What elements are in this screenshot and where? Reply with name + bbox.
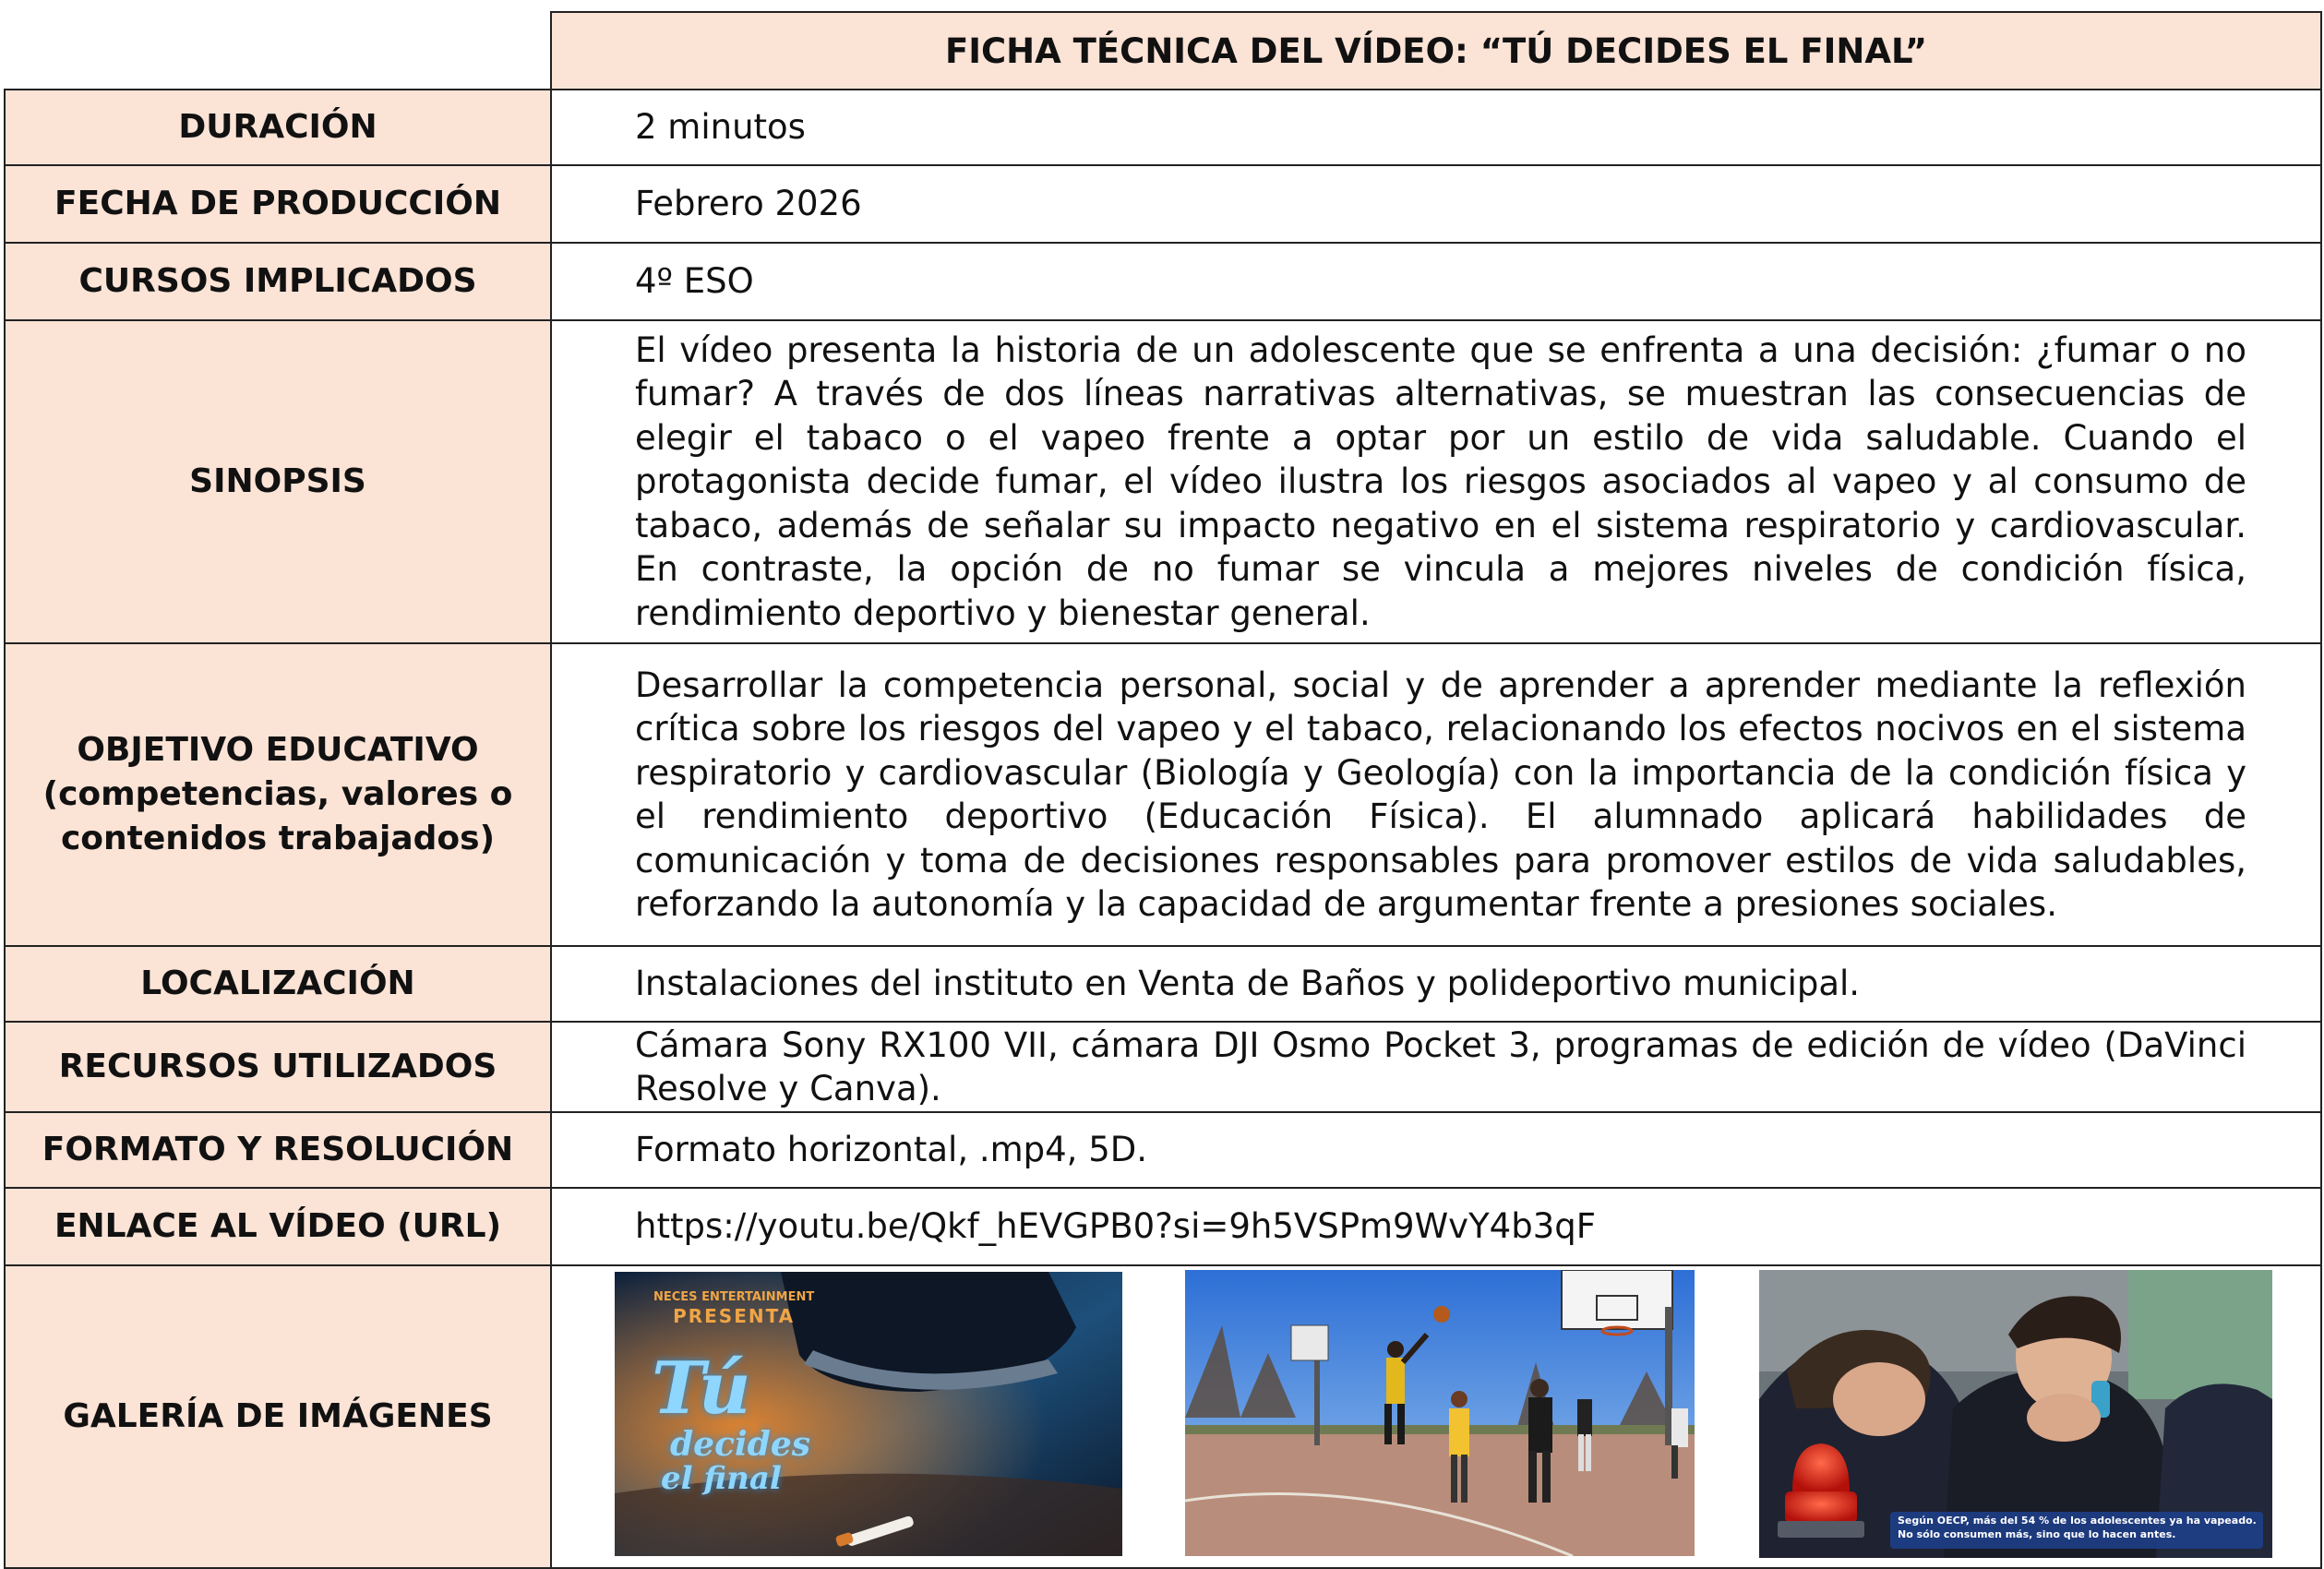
video-link[interactable]: https://youtu.be/Qkf_hEVGPB0?si=9h5VSPm9WvY4b3qF	[635, 1206, 1597, 1247]
label-localizacion: LOCALIZACIÓN	[4, 945, 552, 1023]
label-cursos: CURSOS IMPLICADOS	[4, 242, 552, 321]
value-duracion: 2 minutos	[550, 89, 2322, 166]
label-formato: FORMATO Y RESOLUCIÓN	[4, 1111, 552, 1189]
value-formato: Formato horizontal, .mp4, 5D.	[550, 1111, 2322, 1189]
value-enlace	[550, 1187, 2322, 1266]
value-cursos: 4º ESO	[550, 242, 2322, 321]
table-title	[550, 11, 2322, 90]
label-objetivo: OBJETIVO EDUCATIVO (competencias, valores o contenidos trabajados)	[4, 642, 552, 947]
value-recursos: Cámara Sony RX100 VII, cámara DJI Osmo Pocket 3, programas de edición de vídeo (DaVinci Resolve y Canva).	[550, 1021, 2322, 1113]
label-enlace: ENLACE AL VÍDEO (URL)	[4, 1187, 552, 1266]
value-fecha: Febrero 2026	[550, 164, 2322, 244]
still-caption: Según OECP, más del 54 % de los adolescentes ya ha vapeado. No sólo consumen más, sino que lo hacen antes.	[1898, 1515, 2257, 1540]
label-galeria: GALERÍA DE IMÁGENES	[4, 1264, 552, 1569]
poster-title: Tú decides el final	[652, 1347, 811, 1497]
table-title-text: FICHA TÉCNICA DEL VÍDEO: “TÚ DECIDES EL FINAL”	[944, 30, 1928, 71]
gallery-image-basketball	[1185, 1270, 1695, 1556]
value-objetivo: Desarrollar la competencia personal, social y de aprender a aprender mediante la reflexión crítica sobre los riesgos del vapeo y el tabaco, relacionando los efectos nocivos en el sistema respiratorio y cardiovascular (Biología y Geología) con la importancia de la condición física y el rendimiento deportivo (Educación Física). El alumnado aplicará habilidades de comunicación y toma de decisiones responsables para promover estilos de vida saludables, reforzando la autonomía y la capacidad de argumentar frente a presiones sociales.	[550, 642, 2322, 947]
value-sinopsis: El vídeo presenta la historia de un adolescente que se enfrenta a una decisión: ¿fumar o no fumar? A través de dos líneas narrativas alternativas, se muestran las consecuencias de elegir el tabaco o el vapeo frente a optar por un estilo de vida saludable. Cuando el protagonista decide fumar, el vídeo ilustra los riesgos asociados al vapeo y al consumo de tabaco, además de señalar su impacto negativo en el sistema respiratorio y cardiovascular. En contraste, la opción de no fumar se vincula a mejores niveles de condición física, rendimiento deportivo y bienestar general.	[550, 319, 2322, 644]
label-recursos: RECURSOS UTILIZADOS	[4, 1021, 552, 1113]
label-duracion: DURACIÓN	[4, 89, 552, 166]
gallery-image-vaping	[1759, 1270, 2272, 1558]
label-sinopsis: SINOPSIS	[4, 319, 552, 644]
basketball-illustration	[1185, 1270, 1695, 1556]
poster-presents: NECES ENTERTAINMENT PRESENTA	[653, 1290, 815, 1327]
label-fecha: FECHA DE PRODUCCIÓN	[4, 164, 552, 244]
value-localizacion: Instalaciones del instituto en Venta de Baños y polideportivo municipal.	[550, 945, 2322, 1023]
gallery-image-poster	[615, 1272, 1122, 1556]
